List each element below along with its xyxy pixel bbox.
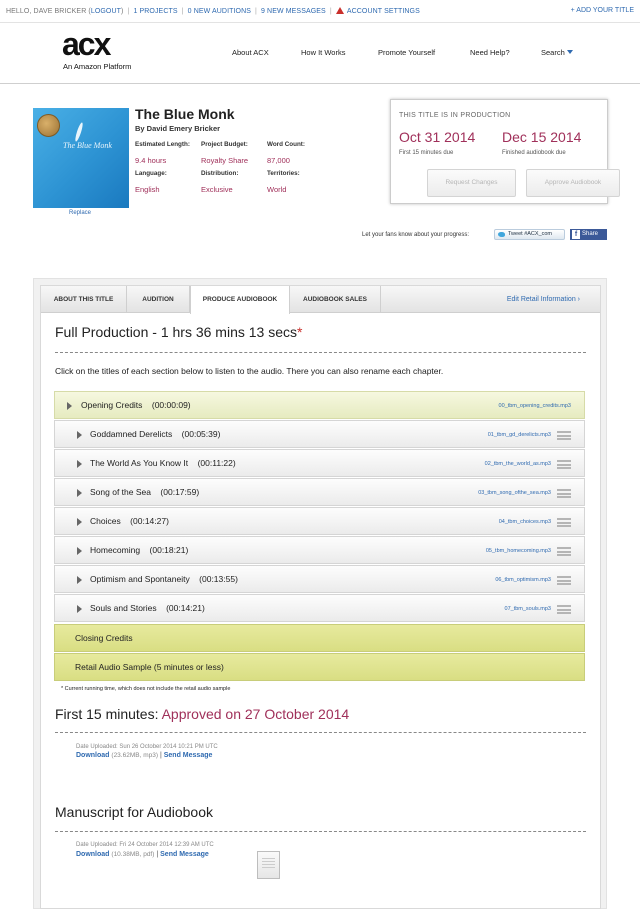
expand-triangle-icon[interactable] <box>77 489 82 497</box>
nav-search-label: Search <box>541 48 565 57</box>
section-name: The World As You Know It <box>90 458 189 468</box>
greeting-text: HELLO, DAVE BRICKER ( <box>6 8 91 15</box>
cover-feather <box>74 122 84 142</box>
tab-audiobook-sales[interactable]: AUDIOBOOK SALES <box>290 286 381 313</box>
nav-search[interactable] <box>541 48 573 57</box>
first-15-due-date: Oct 31 2014 <box>399 129 476 145</box>
section-title[interactable] <box>81 400 191 410</box>
manuscript-heading: Manuscript for Audiobook <box>55 804 213 820</box>
projects-link[interactable]: 1 PROJECTS <box>133 8 178 15</box>
section-row[interactable] <box>54 478 585 506</box>
document-icon[interactable] <box>257 851 280 879</box>
download-line <box>76 851 209 858</box>
drag-handle-icon[interactable] <box>557 431 571 440</box>
section-file-link[interactable]: 06_tbm_optimism.mp3 <box>495 577 551 583</box>
site-header <box>0 22 640 84</box>
section-duration: (00:18:21) <box>149 545 189 555</box>
tab-audition[interactable]: AUDITION <box>127 286 190 313</box>
status-heading: THIS TITLE IS IN PRODUCTION <box>399 112 511 119</box>
section-title[interactable] <box>90 429 220 439</box>
section-row[interactable] <box>54 507 585 535</box>
file-size: (23.62MB, mp3) <box>111 752 159 759</box>
top-utility-bar <box>0 0 640 22</box>
meta-label: Territories: <box>267 170 300 177</box>
twitter-bird-icon <box>498 232 505 237</box>
drag-handle-icon[interactable] <box>557 605 571 614</box>
drag-handle-icon[interactable] <box>557 576 571 585</box>
retail-sample-label: Retail Audio Sample (5 minutes or less) <box>75 662 224 672</box>
section-name: Goddamned Derelicts <box>90 429 173 439</box>
expand-triangle-icon[interactable] <box>77 576 82 584</box>
tab-produce-audiobook[interactable]: PRODUCE AUDIOBOOK <box>190 286 290 314</box>
tab-about-this-title[interactable]: ABOUT THIS TITLE <box>41 286 127 313</box>
section-title[interactable] <box>90 516 169 526</box>
production-panel <box>40 285 601 909</box>
account-links <box>6 7 420 15</box>
meta-value: Exclusive <box>201 185 233 194</box>
logout-link[interactable]: LOGOUT <box>90 8 121 15</box>
divider <box>55 831 586 832</box>
full-production-title: Full Production - 1 hrs 36 mins 13 secs <box>55 324 297 340</box>
facebook-icon: f <box>572 230 580 239</box>
auditions-link[interactable]: 0 NEW AUDITIONS <box>187 8 251 15</box>
meta-label: Project Budget: <box>201 141 248 148</box>
section-duration: (00:11:22) <box>197 458 236 468</box>
share-label: Share <box>582 231 599 237</box>
nav-how-it-works[interactable]: How It Works <box>301 48 346 57</box>
warning-icon <box>336 7 344 14</box>
divider: | <box>329 8 332 15</box>
meta-value: English <box>135 185 160 194</box>
title-tabs <box>41 286 600 313</box>
retail-sample-row[interactable] <box>54 653 585 681</box>
drag-handle-icon[interactable] <box>557 547 571 556</box>
production-status-box <box>390 99 608 204</box>
divider: | <box>159 752 162 759</box>
first-15-due-label: First 15 minutes due <box>399 150 454 156</box>
download-line <box>76 752 212 759</box>
section-row[interactable] <box>54 536 585 564</box>
tweet-label: Tweet #ACX_com <box>508 231 553 237</box>
running-time-footnote: * Current running time, which does not include the retail audio sample <box>61 686 231 692</box>
section-title[interactable] <box>90 487 199 497</box>
meta-label: Estimated Length: <box>135 141 190 148</box>
book-cover <box>33 108 129 208</box>
account-settings-link[interactable]: ACCOUNT SETTINGS <box>346 8 420 15</box>
first-15-title: First 15 minutes: <box>55 706 162 722</box>
section-row[interactable] <box>54 565 585 593</box>
download-link[interactable]: Download <box>76 752 110 759</box>
meta-value: 87,000 <box>267 156 290 165</box>
edit-retail-info-link[interactable]: Edit Retail Information › <box>506 296 580 303</box>
drag-handle-icon[interactable] <box>557 460 571 469</box>
upload-date: Date Uploaded: Sun 26 October 2014 10:21 PM UTC <box>76 744 218 750</box>
drag-handle-icon[interactable] <box>557 489 571 498</box>
expand-triangle-icon[interactable] <box>67 402 72 410</box>
section-name: Souls and Stories <box>90 603 157 613</box>
meta-value: World <box>267 185 287 194</box>
drag-handle-icon[interactable] <box>557 518 571 527</box>
section-duration: (00:17:59) <box>160 487 200 497</box>
cover-badge <box>37 114 60 137</box>
section-name: Song of the Sea <box>90 487 151 497</box>
send-message-link[interactable]: Send Message <box>163 752 213 759</box>
section-file-link[interactable]: 05_tbm_homecoming.mp3 <box>485 548 551 554</box>
approval-status: Approved on 27 October 2014 <box>161 706 350 722</box>
section-file-link[interactable]: 04_tbm_choices.mp3 <box>498 519 551 525</box>
section-file-link[interactable]: 07_tbm_souls.mp3 <box>504 606 551 612</box>
meta-label: Distribution: <box>201 170 239 177</box>
send-message-link[interactable]: Send Message <box>160 851 209 858</box>
section-title[interactable] <box>90 603 205 613</box>
section-title[interactable] <box>90 458 236 468</box>
meta-label: Word Count: <box>267 141 306 148</box>
section-row[interactable] <box>54 420 585 448</box>
file-size: (10.38MB, pdf) <box>111 851 155 858</box>
section-duration: (00:13:55) <box>199 574 238 584</box>
acx-logo[interactable] <box>62 27 134 71</box>
divider <box>55 732 586 733</box>
section-row[interactable] <box>54 594 585 622</box>
section-row[interactable] <box>54 391 585 419</box>
divider: | <box>255 8 257 15</box>
section-duration: (00:14:21) <box>166 603 205 613</box>
full-production-heading <box>55 324 302 340</box>
production-instructions: Click on the titles of each section below to listen to the audio. There you can also rename each chapter. <box>55 366 444 376</box>
nav-promote[interactable]: Promote Yourself <box>378 48 436 57</box>
section-title[interactable] <box>90 545 188 555</box>
section-name: Homecoming <box>90 545 141 555</box>
section-name: Choices <box>90 516 121 526</box>
logo-subtitle: An Amazon Platform <box>63 62 132 71</box>
divider: | <box>127 8 130 15</box>
section-duration: (00:14:27) <box>130 516 169 526</box>
logo-wordmark: acx <box>62 26 110 62</box>
finished-due-label: Finished audiobook due <box>502 150 566 156</box>
section-file-link[interactable]: 00_tbm_opening_credits.mp3 <box>498 403 571 409</box>
section-file-link[interactable]: 01_tbm_gd_derelicts.mp3 <box>487 432 551 438</box>
section-row[interactable] <box>54 449 585 477</box>
finished-due-date: Dec 15 2014 <box>502 129 582 145</box>
greeting-close: ) <box>121 8 124 15</box>
section-title[interactable] <box>90 574 238 584</box>
meta-label: Language: <box>135 170 167 177</box>
upload-date: Date Uploaded: Fri 24 October 2014 12:39 AM UTC <box>76 842 214 848</box>
section-name: Opening Credits <box>81 400 143 410</box>
expand-triangle-icon[interactable] <box>77 547 82 555</box>
divider: | <box>181 8 184 15</box>
messages-link[interactable]: 9 NEW MESSAGES <box>261 8 326 15</box>
expand-triangle-icon[interactable] <box>77 518 82 526</box>
request-changes-button[interactable]: Request Changes <box>427 169 516 197</box>
expand-triangle-icon[interactable] <box>77 460 82 468</box>
cover-title: The Blue Monk <box>63 141 112 150</box>
download-link[interactable]: Download <box>76 851 110 858</box>
section-file-link[interactable]: 02_tbm_the_world_as.mp3 <box>484 461 551 467</box>
expand-triangle-icon[interactable] <box>77 431 82 439</box>
section-duration: (00:00:09) <box>151 400 191 410</box>
tweet-button[interactable] <box>494 229 565 240</box>
book-author: By David Emery Bricker <box>135 124 221 133</box>
closing-credits-row[interactable] <box>54 624 585 652</box>
expand-triangle-icon[interactable] <box>77 605 82 613</box>
fans-progress-text: Let your fans know about your progress: <box>362 232 470 238</box>
nav-about[interactable]: About ACX <box>232 48 269 57</box>
book-title: The Blue Monk <box>135 106 235 122</box>
add-title-link[interactable]: + ADD YOUR TITLE <box>570 7 634 14</box>
closing-credits-label: Closing Credits <box>75 633 133 643</box>
section-file-link[interactable]: 03_tbm_song_ofthe_sea.mp3 <box>478 490 551 496</box>
section-name: Optimism and Spontaneity <box>90 574 190 584</box>
meta-value: 9.4 hours <box>135 156 167 165</box>
divider <box>55 352 586 353</box>
divider: | <box>156 851 159 858</box>
facebook-share-button[interactable] <box>570 229 607 240</box>
first-15-heading <box>55 706 349 722</box>
nav-help[interactable]: Need Help? <box>470 48 510 57</box>
approve-audiobook-button[interactable]: Approve Audiobook <box>526 169 620 197</box>
section-duration: (00:05:39) <box>181 429 221 439</box>
footnote-star: * <box>297 324 303 340</box>
replace-cover-link[interactable]: Replace <box>69 210 92 216</box>
chevron-down-icon <box>567 50 573 54</box>
meta-value: Royalty Share <box>201 156 249 165</box>
